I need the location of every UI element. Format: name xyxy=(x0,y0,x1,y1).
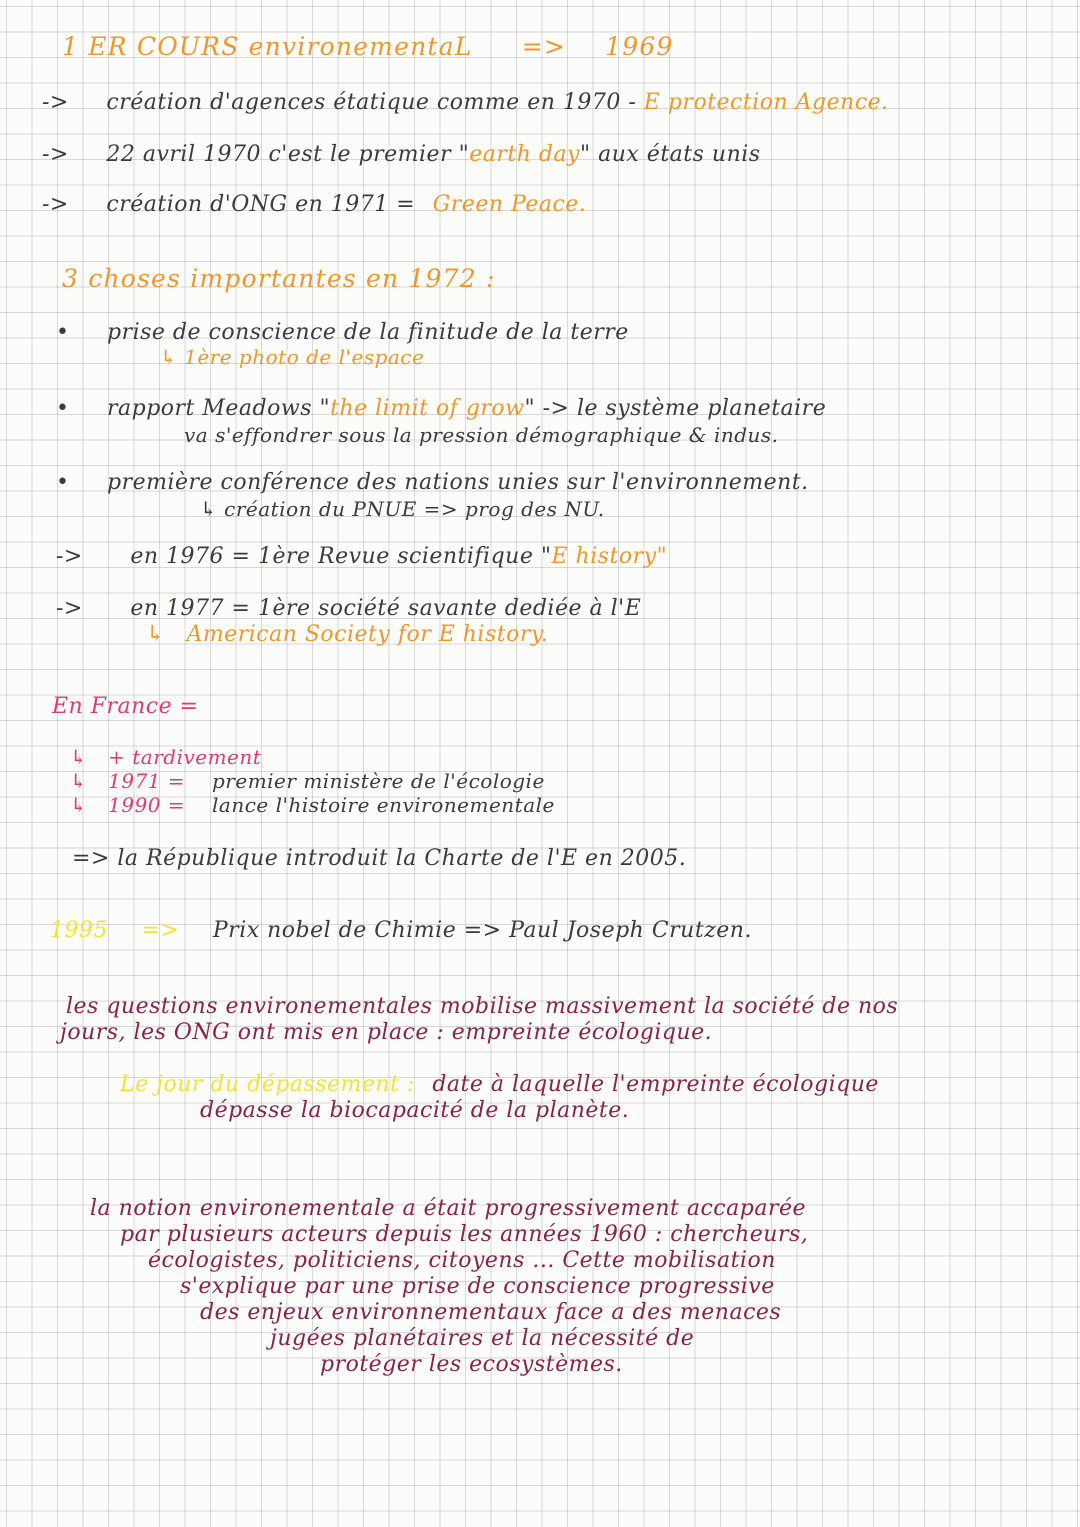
section3-title: En France = xyxy=(52,694,199,719)
item-text: " -> le système planetaire xyxy=(524,396,827,421)
paragraph-line: écologistes, politiciens, citoyens ... Cette mobilisation xyxy=(148,1248,776,1273)
definition-text: date à laquelle l'empreinte écologique xyxy=(432,1072,879,1097)
list-item xyxy=(56,396,826,422)
paragraph-line: jours, les ONG ont mis en place : empreinte écologique. xyxy=(60,1020,713,1045)
list-item xyxy=(42,90,889,116)
return-arrow-icon: ↳ xyxy=(70,745,88,769)
title-arrow: => xyxy=(521,32,566,61)
section2-title: 3 choses importantes en 1972 : xyxy=(62,264,496,293)
item-text: en 1976 = 1ère Revue scientifique " xyxy=(130,544,552,569)
paragraph-line: les questions environementales mobilise massivement la société de nos xyxy=(66,994,899,1019)
item-text: création d'ONG en 1971 = xyxy=(106,192,416,217)
section1-title xyxy=(62,34,674,60)
title-text: 1 ER COURS environementaL xyxy=(62,32,473,61)
dot-bullet-icon: • xyxy=(56,396,70,421)
item-highlight: E protection Agence. xyxy=(643,90,889,115)
section3-conclusion: => la République introduit la Charte de l'E en 2005. xyxy=(72,846,687,871)
paragraph-line: s'explique par une prise de conscience progressive xyxy=(180,1274,775,1299)
sub-item: ↳ 1ère photo de l'espace xyxy=(160,345,425,369)
list-item xyxy=(42,142,761,168)
sub-item xyxy=(146,622,548,648)
item-text: rapport Meadows " xyxy=(106,396,331,421)
definition-term: Le jour du dépassement : xyxy=(120,1072,415,1097)
item-text: lance l'histoire environementale xyxy=(212,793,555,817)
item-year: 1971 = xyxy=(108,769,186,793)
list-item xyxy=(56,470,809,496)
item-highlight: Green Peace. xyxy=(432,192,587,217)
paragraph-line: des enjeux environnementaux face a des menaces xyxy=(200,1300,782,1325)
item-highlight: the limit of grow xyxy=(330,396,525,421)
item-highlight: E history" xyxy=(551,544,668,569)
list-item xyxy=(70,770,545,792)
title-year: 1969 xyxy=(605,32,674,61)
paragraph-line: protéger les ecosystèmes. xyxy=(320,1352,623,1377)
item-text: + tardivement xyxy=(108,745,262,769)
paragraph-line: par plusieurs acteurs depuis les années 1960 : chercheurs, xyxy=(120,1222,809,1247)
list-item xyxy=(70,746,261,768)
item-text: création d'agences étatique comme en 1970 - xyxy=(106,90,637,115)
nobel-arrow: => xyxy=(141,918,180,943)
list-item xyxy=(56,596,641,622)
return-arrow-icon: ↳ xyxy=(146,622,165,647)
nobel-text: Prix nobel de Chimie => Paul Joseph Crutzen. xyxy=(212,918,752,943)
nobel-year: 1995 xyxy=(50,918,108,943)
arrow-bullet-icon: -> xyxy=(42,142,69,167)
paragraph-line: jugées planétaires et la nécessité de xyxy=(270,1326,695,1351)
item-highlight: American Society for E history. xyxy=(186,622,549,647)
dot-bullet-icon: • xyxy=(56,470,70,495)
item-text-continued: va s'effondrer sous la pression démographique & indus. xyxy=(184,423,779,447)
item-text: 22 avril 1970 c'est le premier " xyxy=(106,142,470,167)
item-text: premier ministère de l'écologie xyxy=(212,769,545,793)
item-highlight: earth day xyxy=(469,142,580,167)
definition-line xyxy=(120,1072,879,1098)
sub-item: ↳ création du PNUE => prog des NU. xyxy=(200,497,605,521)
arrow-bullet-icon: -> xyxy=(56,544,83,569)
definition-text: dépasse la biocapacité de la planète. xyxy=(200,1098,630,1123)
item-text: prise de conscience de la finitude de la terre xyxy=(106,320,629,345)
paragraph-line: la notion environementale a était progressivement accaparée xyxy=(90,1196,807,1221)
return-arrow-icon: ↳ xyxy=(70,769,88,793)
list-item xyxy=(56,544,667,570)
list-item xyxy=(56,320,629,346)
dot-bullet-icon: • xyxy=(56,320,70,345)
return-arrow-icon: ↳ xyxy=(70,793,88,817)
item-text: " aux états unis xyxy=(580,142,761,167)
item-year: 1990 = xyxy=(108,793,186,817)
item-text: première conférence des nations unies sur l'environnement. xyxy=(106,470,809,495)
arrow-bullet-icon: -> xyxy=(42,90,69,115)
arrow-bullet-icon: -> xyxy=(56,596,83,621)
item-text: en 1977 = 1ère société savante dediée à l'E xyxy=(130,596,642,621)
list-item xyxy=(70,794,555,816)
arrow-bullet-icon: -> xyxy=(42,192,69,217)
section4-line xyxy=(50,918,752,944)
list-item xyxy=(42,192,586,218)
